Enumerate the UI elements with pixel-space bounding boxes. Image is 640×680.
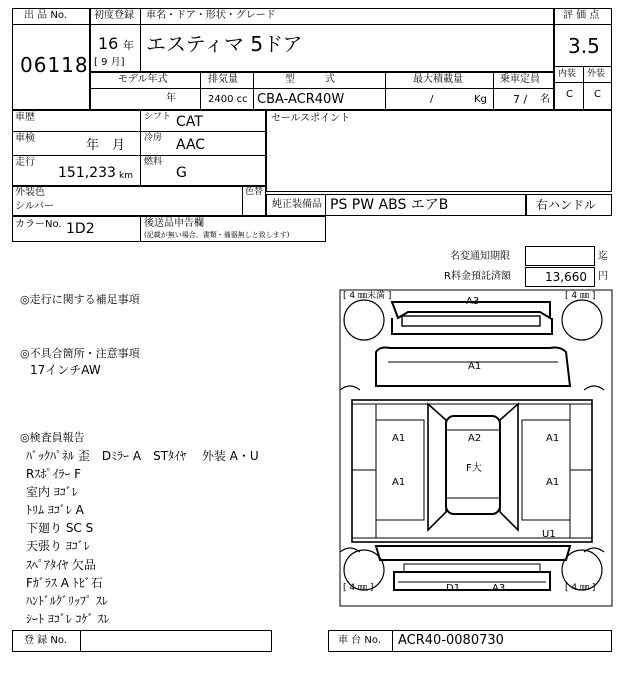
transfer-label: 名変通知期限 <box>450 251 510 262</box>
score-label: 評 価 点 <box>563 10 600 21</box>
model-code: CBA-ACR40W <box>257 92 345 107</box>
model-year-label: モデル年式 <box>118 74 168 85</box>
ac-value: AAC <box>176 137 206 153</box>
recycle-unit: 円 <box>598 271 608 282</box>
lot-label: 出 品 No. <box>24 10 67 21</box>
hood-mark: A2 <box>468 433 482 444</box>
fuel-value: G <box>176 165 187 181</box>
exterior-grade: C <box>594 89 601 100</box>
inspection-label: 車検 <box>15 133 35 144</box>
report-line: 下廻り SC S <box>26 521 94 535</box>
chassis-label: 車 台 No. <box>338 635 381 646</box>
inspection-value: 年 月 <box>86 138 126 153</box>
year-unit: 年 <box>123 39 134 52</box>
inspector-title: ◎検査員報告 <box>20 431 85 444</box>
handle: 右ハンドル <box>536 198 597 212</box>
model-year-unit: 年 <box>166 93 176 104</box>
corner-mark: U1 <box>542 529 556 540</box>
roof-front-mark: A1 <box>468 361 482 372</box>
tire-front-left: [ 4 ㎜未満 ] <box>343 291 392 301</box>
mileage-unit: km <box>119 171 133 181</box>
rear-bumper-mark: A3 <box>466 296 480 307</box>
displacement: 2400 cc <box>208 94 248 105</box>
car-name: エスティマ 5ドア <box>146 32 303 56</box>
supplementary-title: ◎走行に関する補足事項 <box>20 293 140 306</box>
first-reg-year: 16 <box>98 34 119 53</box>
chassis-no: ACR40-0080730 <box>398 633 504 648</box>
tire-front-right-shape <box>562 300 602 340</box>
reg-label: 登 録 No. <box>24 635 67 646</box>
color-no-label: カラーNo. <box>15 219 62 230</box>
capacity-unit: 名 <box>540 94 550 105</box>
defects-value: 17インチAW <box>30 363 101 377</box>
transfer-unit: 迄 <box>598 251 608 262</box>
report-line: ﾄﾘﾑ ﾖｺﾞﾚ A <box>26 503 84 517</box>
exterior-label: 外装 <box>587 69 606 79</box>
report-line: Fｶﾞﾗｽ A ﾄﾋﾞ石 <box>26 576 103 590</box>
ac-label: 冷房 <box>144 133 163 143</box>
shift-value: CAT <box>176 114 203 130</box>
load-unit: Kg <box>474 94 487 105</box>
lot-number: 06118 <box>20 53 89 77</box>
report-line: Rｽﾎﾟｲﾗｰ F <box>26 467 82 481</box>
recycle-value: 13,660 <box>545 270 587 284</box>
equipment: PS PW ABS エアB <box>330 197 449 213</box>
first-reg-month: [ 9 月] <box>94 57 125 68</box>
exterior-color-label: 外装色 <box>15 187 45 198</box>
shift-label: シフト <box>144 112 172 122</box>
tire-rear-left: [ 4 ㎜ ] <box>343 583 374 593</box>
displacement-label: 排気量 <box>208 74 238 85</box>
report-line: ﾊﾞｯｸﾊﾟﾈﾙ 歪 Dﾐﾗｰ A STﾀｲﾔ 外装 A・U <box>26 449 259 463</box>
equipment-label: 純正装備品 <box>272 199 322 210</box>
mileage-value: 151,233 <box>58 165 116 181</box>
history-label: 車歴 <box>15 112 35 123</box>
capacity: 7 / <box>513 93 528 106</box>
front-d-mark: D1 <box>446 583 461 594</box>
tire-front-right: [ 4 ㎜ ] <box>565 291 596 301</box>
first-reg-label: 初度登録 <box>94 10 134 21</box>
right-front-mark: A1 <box>546 433 560 444</box>
color-no: 1D2 <box>66 221 95 237</box>
report-line: ﾊﾝﾄﾞﾙｸﾞﾘｯﾌﾟ ｽﾚ <box>26 594 108 608</box>
mileage-label: 走行 <box>15 157 35 168</box>
load-label: 最大積載量 <box>413 74 463 85</box>
fuel-label: 燃料 <box>144 157 163 167</box>
recycle-label: R料金預託済額 <box>444 271 511 282</box>
tire-rear-right: [ 4 ㎜ ] <box>565 583 596 593</box>
report-line: ｼｰﾄ ﾖｺﾞﾚ ｺｹﾞ ｽﾚ <box>26 612 110 626</box>
exterior-color: シルバー <box>15 201 55 212</box>
name-label: 車名・ドア・形状・グレード <box>146 10 276 21</box>
load-value: / <box>430 94 434 105</box>
docs-note: (記載が無い場合、書類・備器無しと致します) <box>144 231 290 239</box>
right-rear-mark: A1 <box>546 477 560 488</box>
report-line: 天張り ﾖｺﾞﾚ <box>26 539 90 553</box>
interior-label: 内装 <box>558 69 577 79</box>
docs-label: 後送品申告欄 <box>144 218 204 229</box>
front-bumper-mark: A3 <box>492 583 506 594</box>
capacity-label: 乗車定員 <box>500 74 540 85</box>
defects-title: ◎不具合箇所・注意事項 <box>20 347 140 360</box>
type-label: 型 式 <box>285 74 335 85</box>
sales-point-label: セールスポイント <box>271 113 351 124</box>
report-line: ｽﾍﾟｱﾀｲﾔ 欠品 <box>26 558 96 572</box>
score-value: 3.5 <box>568 34 600 58</box>
tire-front-left-shape <box>344 300 384 340</box>
report-line: 室内 ﾖｺﾞﾚ <box>26 485 78 499</box>
color-replaced-label: 色替 <box>245 187 264 197</box>
interior-grade: C <box>566 89 573 100</box>
windshield-mark: F大 <box>466 463 482 474</box>
left-rear-mark: A1 <box>392 477 406 488</box>
left-front-mark: A1 <box>392 433 406 444</box>
